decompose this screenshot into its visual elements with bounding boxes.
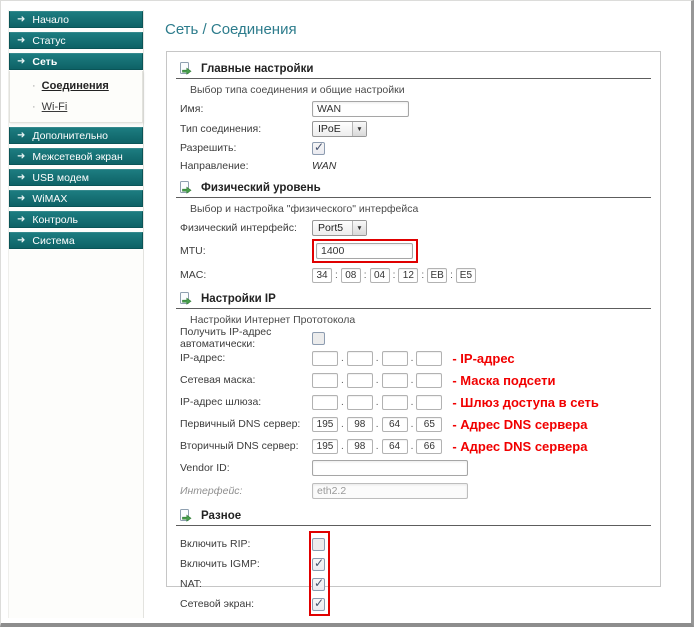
field-label: MAC: xyxy=(180,269,207,281)
field-label: Включить IGMP: xyxy=(180,558,260,570)
dns1-octet-input[interactable] xyxy=(312,417,338,432)
field-row-direction xyxy=(176,157,651,175)
sidebar-item-control[interactable] xyxy=(9,211,143,228)
arrow-icon: ➜ xyxy=(17,171,26,183)
section-header-main xyxy=(176,62,651,79)
annotation-dns-primary: - Адрес DNS сервера xyxy=(452,416,588,432)
sidebar-item-wimax[interactable] xyxy=(9,190,143,207)
dns1-octet-input[interactable] xyxy=(382,417,408,432)
field-label: Получить IP-адрес автоматически: xyxy=(180,326,272,350)
sidebar-item-advanced[interactable] xyxy=(9,127,143,144)
sidebar-item-label: Межсетевой экран xyxy=(32,150,123,163)
section-title: Разное xyxy=(201,509,242,522)
arrow-icon: ➜ xyxy=(17,129,26,141)
mac-separator: : xyxy=(450,269,453,281)
ip-separator: . xyxy=(375,440,379,452)
field-row-dns-secondary xyxy=(176,435,651,457)
ip-octet-input[interactable] xyxy=(416,351,442,366)
name-input[interactable] xyxy=(312,101,409,117)
firewall-checkbox[interactable] xyxy=(312,598,325,611)
field-row-name xyxy=(176,99,651,119)
field-label: Разрешить: xyxy=(180,142,237,154)
bullet-icon: · xyxy=(32,101,36,113)
sidebar-item-label: Статус xyxy=(32,34,66,47)
annotation-gateway: - Шлюз доступа в сеть xyxy=(452,394,599,410)
submenu-item-wifi[interactable] xyxy=(32,101,138,113)
mac-octet-input[interactable] xyxy=(370,268,390,283)
field-row-gateway xyxy=(176,391,651,413)
arrow-icon: ➜ xyxy=(17,34,26,46)
submenu-item-label: Соединения xyxy=(41,80,109,92)
field-label: Включить RIP: xyxy=(180,538,251,550)
gateway-octet-input[interactable] xyxy=(312,395,338,410)
igmp-checkbox[interactable] xyxy=(312,558,325,571)
ip-separator: . xyxy=(375,374,379,386)
arrow-icon: ➜ xyxy=(17,234,26,246)
direction-value: WAN xyxy=(312,160,337,172)
field-label: Первичный DNS сервер: xyxy=(180,418,301,430)
vendor-id-input[interactable] xyxy=(312,460,468,476)
auto-ip-checkbox[interactable] xyxy=(312,332,325,345)
section-title: Главные настройки xyxy=(201,62,314,75)
dns2-octet-input[interactable] xyxy=(382,439,408,454)
field-row-mtu xyxy=(176,238,651,264)
ip-separator: . xyxy=(341,440,344,452)
field-label: Имя: xyxy=(180,103,204,115)
rip-checkbox[interactable] xyxy=(312,538,325,551)
ip-separator: . xyxy=(375,396,379,408)
field-row-ip-address xyxy=(176,347,651,369)
arrow-icon: ➜ xyxy=(17,55,26,67)
select-value: IPoE xyxy=(318,123,341,135)
mtu-input[interactable] xyxy=(316,243,413,259)
sidebar-item-network[interactable] xyxy=(9,53,143,70)
mac-separator: : xyxy=(392,269,396,281)
chevron-down-icon: ▼ xyxy=(352,122,366,136)
field-row-physical-interface xyxy=(176,218,651,238)
netmask-octet-input[interactable] xyxy=(382,373,408,388)
field-label: Сетевая маска: xyxy=(180,374,256,386)
mac-octet-input[interactable] xyxy=(312,268,332,283)
ip-separator: . xyxy=(410,418,414,430)
mac-octet-input[interactable] xyxy=(456,268,476,283)
enable-checkbox[interactable] xyxy=(312,142,325,155)
field-label: Направление: xyxy=(180,160,249,172)
arrow-icon: ➜ xyxy=(17,13,26,25)
section-title: Физический уровень xyxy=(201,181,321,194)
physical-interface-select[interactable] xyxy=(312,220,367,236)
field-label: Вторичный DNS сервер: xyxy=(180,440,299,452)
netmask-octet-input[interactable] xyxy=(347,373,373,388)
field-label: Физический интерфейс: xyxy=(180,222,297,234)
ip-separator: . xyxy=(375,418,379,430)
field-row-nat xyxy=(176,574,651,594)
sidebar-item-label: Контроль xyxy=(32,213,78,226)
mac-octet-input[interactable] xyxy=(341,268,361,283)
sidebar-item-label: Сеть xyxy=(32,55,58,68)
section-page-icon xyxy=(179,509,193,522)
submenu-item-connections[interactable] xyxy=(32,80,138,92)
netmask-octet-input[interactable] xyxy=(312,373,338,388)
sidebar-item-usb-modem[interactable] xyxy=(9,169,143,186)
sidebar-item-label: WiMAX xyxy=(32,192,68,205)
section-page-icon xyxy=(179,62,193,75)
netmask-octet-input[interactable] xyxy=(416,373,442,388)
section-subtitle: Настройки Интернет Прототокола xyxy=(190,314,356,326)
section-title: Настройки IP xyxy=(201,292,276,305)
field-row-firewall xyxy=(176,594,651,614)
ip-octet-input[interactable] xyxy=(347,351,373,366)
gateway-octet-input[interactable] xyxy=(347,395,373,410)
ip-separator: . xyxy=(341,352,344,364)
gateway-octet-input[interactable] xyxy=(382,395,408,410)
dns2-octet-input[interactable] xyxy=(312,439,338,454)
ip-separator: . xyxy=(341,374,344,386)
select-value: Port5 xyxy=(318,222,344,234)
submenu-item-label: Wi-Fi xyxy=(41,101,68,113)
section-header-ip xyxy=(176,292,651,309)
sidebar-nav xyxy=(9,11,143,253)
section-page-icon xyxy=(179,181,193,194)
field-label: MTU: xyxy=(180,245,206,257)
field-label: NAT: xyxy=(180,578,202,590)
field-row-netmask xyxy=(176,369,651,391)
annotation-ip-address: - IP-адрес xyxy=(452,350,515,366)
sidebar-item-firewall[interactable] xyxy=(9,148,143,165)
ip-separator: . xyxy=(341,418,344,430)
field-label: IP-адрес шлюза: xyxy=(180,396,262,408)
mac-separator: : xyxy=(421,269,425,281)
ip-separator: . xyxy=(410,352,414,364)
ip-separator: . xyxy=(375,352,379,364)
section-header-misc xyxy=(176,509,651,526)
ip-separator: . xyxy=(410,396,414,408)
chevron-down-icon: ▼ xyxy=(352,221,366,235)
field-row-mac xyxy=(176,264,651,286)
ip-octet-input[interactable] xyxy=(382,351,408,366)
ip-separator: . xyxy=(410,440,414,452)
field-row-vendor-id xyxy=(176,457,651,479)
sidebar-item-status[interactable] xyxy=(9,32,143,49)
sidebar-item-home[interactable] xyxy=(9,11,143,28)
field-label: IP-адрес: xyxy=(180,352,226,364)
sidebar-item-label: Начало xyxy=(32,13,69,26)
field-row-interface xyxy=(176,479,651,503)
misc-checkbox-rows xyxy=(176,534,651,614)
dns2-octet-input[interactable] xyxy=(416,439,442,454)
sidebar-item-label: Дополнительно xyxy=(32,129,108,142)
mtu-highlight-rectangle xyxy=(312,239,418,263)
field-label: Vendor ID: xyxy=(180,462,230,474)
page-title: Сеть / Соединения xyxy=(165,21,297,38)
field-row-connection-type xyxy=(176,119,651,139)
dns1-octet-input[interactable] xyxy=(416,417,442,432)
arrow-icon: ➜ xyxy=(17,192,26,204)
mac-octet-input[interactable] xyxy=(427,268,447,283)
arrow-icon: ➜ xyxy=(17,213,26,225)
sidebar-item-system[interactable] xyxy=(9,232,143,249)
annotation-netmask: - Маска подсети xyxy=(452,372,556,388)
network-submenu xyxy=(9,71,143,123)
mac-octet-input[interactable] xyxy=(398,268,418,283)
dns2-octet-input[interactable] xyxy=(347,439,373,454)
interface-input xyxy=(312,483,468,499)
field-row-igmp xyxy=(176,554,651,574)
mac-separator: : xyxy=(335,269,338,281)
section-header-physical xyxy=(176,181,651,198)
field-label: Интерфейс: xyxy=(180,485,243,497)
field-row-dns-primary xyxy=(176,413,651,435)
dns1-octet-input[interactable] xyxy=(347,417,373,432)
annotation-dns-secondary: - Адрес DNS сервера xyxy=(452,438,588,454)
sidebar-item-label: Система xyxy=(32,234,75,247)
nat-checkbox[interactable] xyxy=(312,578,325,591)
ip-octet-input[interactable] xyxy=(312,351,338,366)
connection-type-select[interactable] xyxy=(312,121,367,137)
field-row-rip xyxy=(176,534,651,554)
ip-separator: . xyxy=(341,396,344,408)
section-page-icon xyxy=(179,292,193,305)
bullet-icon: · xyxy=(32,80,36,92)
gateway-octet-input[interactable] xyxy=(416,395,442,410)
mac-separator: : xyxy=(363,269,367,281)
field-label: Тип соединения: xyxy=(180,123,262,135)
field-row-enable xyxy=(176,139,651,157)
section-subtitle: Выбор и настройка "физического" интерфейса xyxy=(190,203,419,215)
field-row-auto-ip xyxy=(176,326,651,350)
arrow-icon: ➜ xyxy=(17,150,26,162)
section-subtitle: Выбор типа соединения и общие настройки xyxy=(190,84,405,96)
field-label: Сетевой экран: xyxy=(180,598,255,610)
sidebar-item-label: USB модем xyxy=(32,171,89,184)
ip-separator: . xyxy=(410,374,414,386)
settings-form xyxy=(166,51,661,610)
